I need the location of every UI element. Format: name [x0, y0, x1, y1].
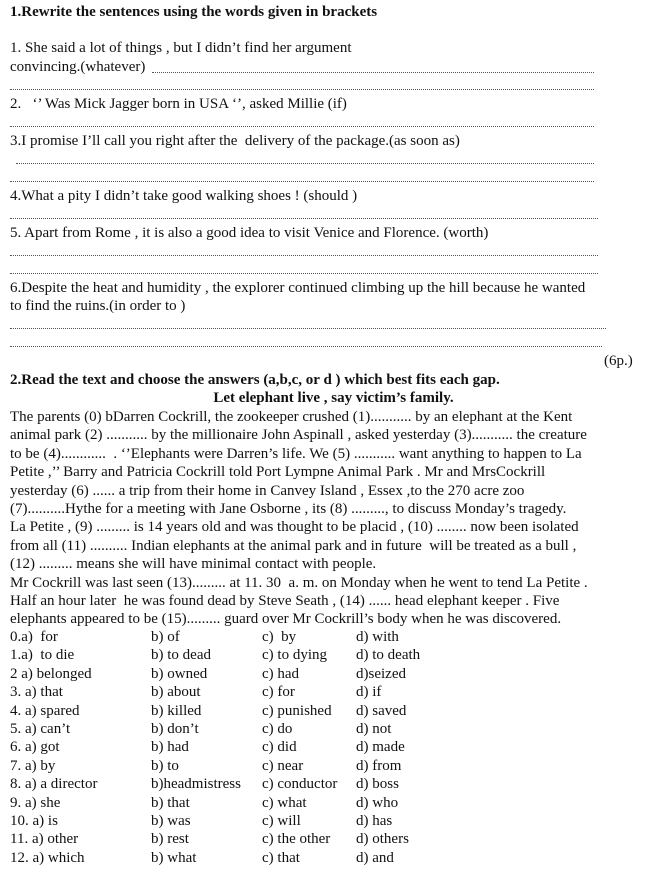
option-d[interactable]: d) not [356, 721, 392, 737]
option-c[interactable]: c) will [262, 813, 301, 829]
option-a[interactable]: 7. a) by [10, 757, 56, 774]
passage-line: animal park (2) ........... by the millionaire John Aspinall , asked yesterday (3)........... the creature [10, 427, 587, 444]
question-4: 4.What a pity I didn’t take good walking shoes ! (should ) [10, 188, 358, 204]
answer-line[interactable] [10, 328, 606, 329]
option-a[interactable]: 6. a) got [10, 739, 60, 756]
question-3: 3.I promise I’ll call you right after the delivery of the package.(as soon as) [10, 133, 460, 149]
option-c[interactable]: c) to dying [262, 647, 327, 664]
option-b[interactable]: b) killed [151, 702, 202, 719]
option-b[interactable]: b) to [151, 757, 179, 774]
option-c[interactable]: c) the other [262, 831, 331, 848]
option-a[interactable]: 8. a) a director [10, 776, 98, 793]
passage-line: yesterday (6) ...... a trip from their home in Canvey Island , Essex ,to the 270 acre zoo [10, 482, 525, 499]
answer-line[interactable] [10, 255, 598, 256]
question-1-line2: convincing.(whatever) [10, 59, 146, 75]
passage-line: (7)..........Hythe for a meeting with Jane Osborne , its (8) ........., to discuss Monday’s tragedy. [10, 501, 567, 517]
option-c[interactable]: c) had [262, 665, 300, 682]
answer-line[interactable] [10, 346, 602, 347]
option-c[interactable]: c) near [262, 757, 304, 774]
option-a[interactable]: 3. a) that [10, 684, 63, 701]
answer-line[interactable] [10, 89, 594, 90]
option-c[interactable]: c) do [262, 721, 293, 737]
option-a[interactable]: 2 a) belonged [10, 665, 92, 682]
option-d[interactable]: d) from [356, 757, 402, 774]
option-d[interactable]: d) if [356, 684, 382, 701]
passage-line: Petite ,’’ Barry and Patricia Cockrill told Port Lympne Animal Park . Mr and MrsCockrill [10, 464, 546, 481]
section1-title: 1.Rewrite the sentences using the words given in brackets [10, 4, 378, 20]
option-b[interactable]: b) about [151, 684, 201, 701]
option-a[interactable]: 9. a) she [10, 794, 61, 811]
text-title: Let elephant live , say victim’s family. [213, 390, 454, 406]
answer-line[interactable] [10, 181, 594, 182]
option-d[interactable]: d) and [356, 849, 394, 866]
option-c[interactable]: c) by [262, 629, 297, 645]
passage-line: Mr Cockrill was last seen (13)......... at 11. 30 a. m. on Monday when he went to tend La Petite . [10, 574, 588, 591]
option-c[interactable]: c) conductor [262, 776, 338, 793]
points-label: (6p.) [604, 353, 633, 369]
question-5: 5. Apart from Rome , it is also a good idea to visit Venice and Florence. (worth) [10, 225, 489, 241]
option-a[interactable]: 11. a) other [10, 831, 79, 848]
option-d[interactable]: d) others [356, 831, 409, 848]
option-b[interactable]: b) was [151, 813, 191, 829]
option-c[interactable]: c) what [262, 794, 307, 811]
option-d[interactable]: d)seized [356, 665, 406, 682]
option-b[interactable]: b)headmistress [151, 776, 241, 793]
option-b[interactable]: b) rest [151, 831, 189, 848]
option-c[interactable]: c) for [262, 684, 295, 701]
answer-line[interactable] [10, 218, 598, 219]
option-d[interactable]: d) saved [356, 702, 407, 719]
passage-line: (12) ......... means she will have minimal contact with people. [10, 556, 377, 573]
question-6-line2: to find the ruins.(in order to ) [10, 298, 186, 314]
answer-line[interactable] [10, 126, 594, 127]
option-a[interactable]: 10. a) is [10, 813, 58, 829]
option-a[interactable]: 12. a) which [10, 849, 85, 866]
option-a[interactable]: 5. a) can’t [10, 721, 71, 737]
option-b[interactable]: b) had [151, 739, 189, 756]
option-a[interactable]: 0.a) for [10, 629, 58, 645]
option-d[interactable]: d) with [356, 629, 399, 645]
option-d[interactable]: d) who [356, 794, 399, 811]
option-b[interactable]: b) what [151, 849, 197, 866]
passage-line: Half an hour later he was found dead by Steve Seath , (14) ...... head elephant keeper . Five [10, 593, 560, 609]
passage-line: The parents (0) bDarren Cockrill, the zookeeper crushed (1)........... by an elephant at the Kent [10, 409, 573, 425]
option-b[interactable]: b) don’t [151, 721, 199, 737]
option-c[interactable]: c) did [262, 739, 297, 756]
option-d[interactable]: d) to death [356, 647, 421, 664]
option-a[interactable]: 4. a) spared [10, 702, 80, 719]
option-b[interactable]: b) of [151, 629, 180, 645]
option-b[interactable]: b) owned [151, 665, 208, 682]
passage-line: La Petite , (9) ......... is 14 years old and was thought to be placid , (10) ........ now been isolated [10, 519, 579, 536]
answer-line[interactable] [152, 72, 594, 73]
option-d[interactable]: d) made [356, 739, 405, 756]
option-b[interactable]: b) to dead [151, 647, 211, 664]
option-c[interactable]: c) that [262, 849, 300, 866]
question-1-line1: 1. She said a lot of things , but I didn’t find her argument [10, 40, 352, 56]
answer-line[interactable] [16, 163, 594, 164]
option-c[interactable]: c) punished [262, 702, 332, 719]
option-d[interactable]: d) boss [356, 776, 399, 793]
passage-line: elephants appeared to be (15)......... guard over Mr Cockrill’s body when he was discovered. [10, 611, 562, 628]
answer-line[interactable] [10, 273, 598, 274]
section2-title: 2.Read the text and choose the answers (a,b,c, or d ) which best fits each gap. [10, 372, 500, 388]
question-6-line1: 6.Despite the heat and humidity , the explorer continued climbing up the hill because he wanted [10, 280, 586, 296]
passage-line: to be (4)............ . ‘’Elephants were Darren’s life. We (5) ........... want anything to happen to La [10, 445, 582, 462]
option-a[interactable]: 1.a) to die [10, 647, 75, 664]
question-2: 2. ‘’ Was Mick Jagger born in USA ‘’, asked Millie (if) [10, 96, 347, 112]
option-d[interactable]: d) has [356, 813, 393, 829]
passage-line: from all (11) .......... Indian elephants at the animal park and in future will be treated as a bull , [10, 537, 577, 554]
option-b[interactable]: b) that [151, 794, 190, 811]
